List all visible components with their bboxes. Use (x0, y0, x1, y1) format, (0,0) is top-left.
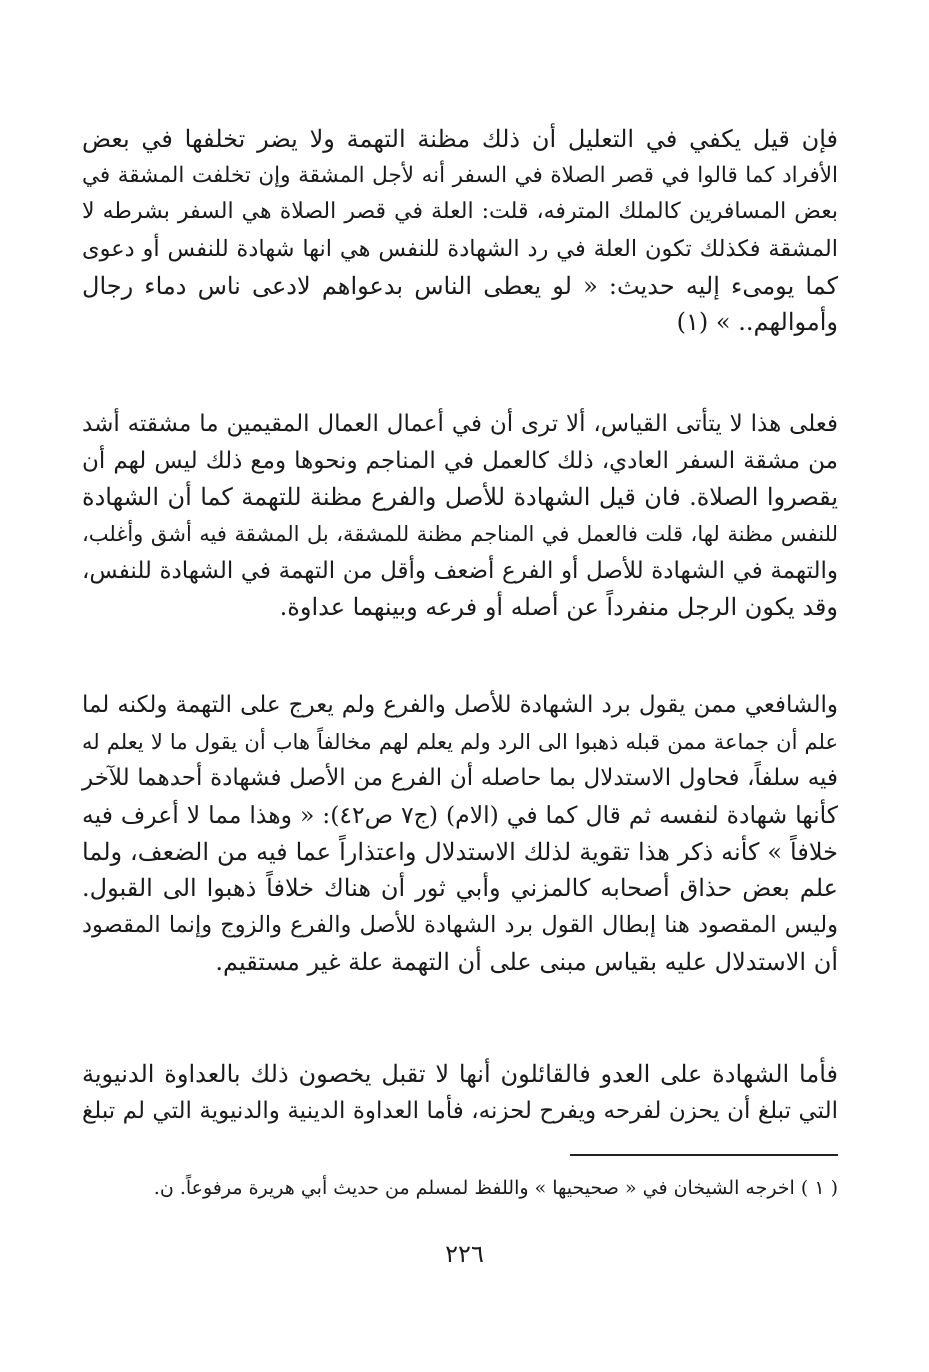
text-line: فإن قيل يكفي في التعليل أن ذلك مظنة التهمة ولا يضر تخلفها في بعض (82, 125, 838, 153)
text-line: يقصروا الصلاة. فان قيل الشهادة للأصل والفرع مظنة للتهمة كما أن الشهادة (82, 483, 838, 512)
text-line: وقد يكون الرجل منفرداً عن أصله أو فرعه وبينهما عداوة. (279, 593, 838, 622)
text-line: علم بعض حذاق أصحابه كالمزني وأبي ثور أن هناك خلافاً ذهبوا الى القبول. (82, 874, 838, 903)
text-line: أن الاستدلال عليه بقياس مبنى على أن التهمة علة غير مستقيم. (215, 947, 838, 976)
text-line: كأنها شهادة لنفسه ثم قال كما في (الام) (ج٧ ص٤٢): « وهذا مما لا أعرف فيه (82, 801, 838, 830)
footnote-divider (570, 1154, 838, 1156)
text-line: من مشقة السفر العادي، ذلك كالعمل في المناجم ونحوها ومع ذلك ليس لهم أن (82, 447, 838, 474)
text-line: فيه سلفاً، فحاول الاستدلال بما حاصله أن الفرع من الأصل فشهادة أحدهما للآخر (82, 765, 838, 792)
text-line: وأموالهم.. » (١) (676, 308, 838, 337)
paragraph-2 (82, 406, 838, 626)
text-line: كما يومىء إليه حديث: « لو يعطى الناس بدعواهم لادعى ناس دماء رجال (82, 271, 838, 300)
text-line: فعلى هذا لا يتأتى القياس، ألا ترى أن في أعمال العمال المقيمين ما مشقته أشد (82, 411, 838, 437)
text-line: خلافاً » كأنه ذكر هذا تقوية لذلك الاستدلال واعتذاراً عما فيه من الضعف، ولما (82, 837, 838, 866)
text-line: وليس المقصود هنا إبطال القول برد الشهادة للأصل والفرع والزوج وإنما المقصود (82, 912, 838, 939)
page-number: ٢٢٦ (445, 1240, 484, 1268)
text-line: المشقة فكذلك تكون العلة في رد الشهادة للنفس هي انها شهادة للنفس أو دعوى (82, 236, 838, 263)
text-line: للنفس مظنة لها، قلت فالعمل في المناجم مظنة للمشقة، بل المشقة فيه أشق وأغلب، (82, 522, 838, 547)
text-line: والشافعي ممن يقول برد الشهادة للأصل والفرع ولم يعرج على التهمة ولكنه لما (82, 692, 838, 718)
text-line: علم أن جماعة ممن قبله ذهبوا الى الرد ولم يعلم لهم مخالفاً هاب أن يقول ما لا يعلم له (82, 729, 838, 754)
paragraph-3 (82, 687, 838, 981)
text-line: والتهمة في الشهادة للأصل أو الفرع أضعف وأقل من التهمة في الشهادة للنفس، (82, 557, 838, 584)
text-line: التي تبلغ أن يحزن لفرحه ويفرح لحزنه، فأما العداوة الدينية والدنيوية التي لم تبلغ (82, 1097, 838, 1124)
text-line: بعض المسافرين كالملك المترفه، قلت: العلة في قصر الصلاة هي السفر بشرطه لا (82, 199, 838, 225)
footnote: ( ١ ) اخرجه الشيخان في « صحيحيها » واللفظ لمسلم من حديث أبي هريرة مرفوعاً. ن. (153, 1177, 838, 1199)
text-line: فأما الشهادة على العدو فالقائلون أنها لا تقبل يخصون ذلك بالعداوة الدنيوية (82, 1060, 838, 1088)
paragraph-4 (82, 1056, 838, 1129)
paragraph-1 (82, 121, 838, 341)
text-line: الأفراد كما قالوا في قصر الصلاة في السفر أنه لأجل المشقة وإن تخلفت المشقة في (82, 162, 838, 188)
